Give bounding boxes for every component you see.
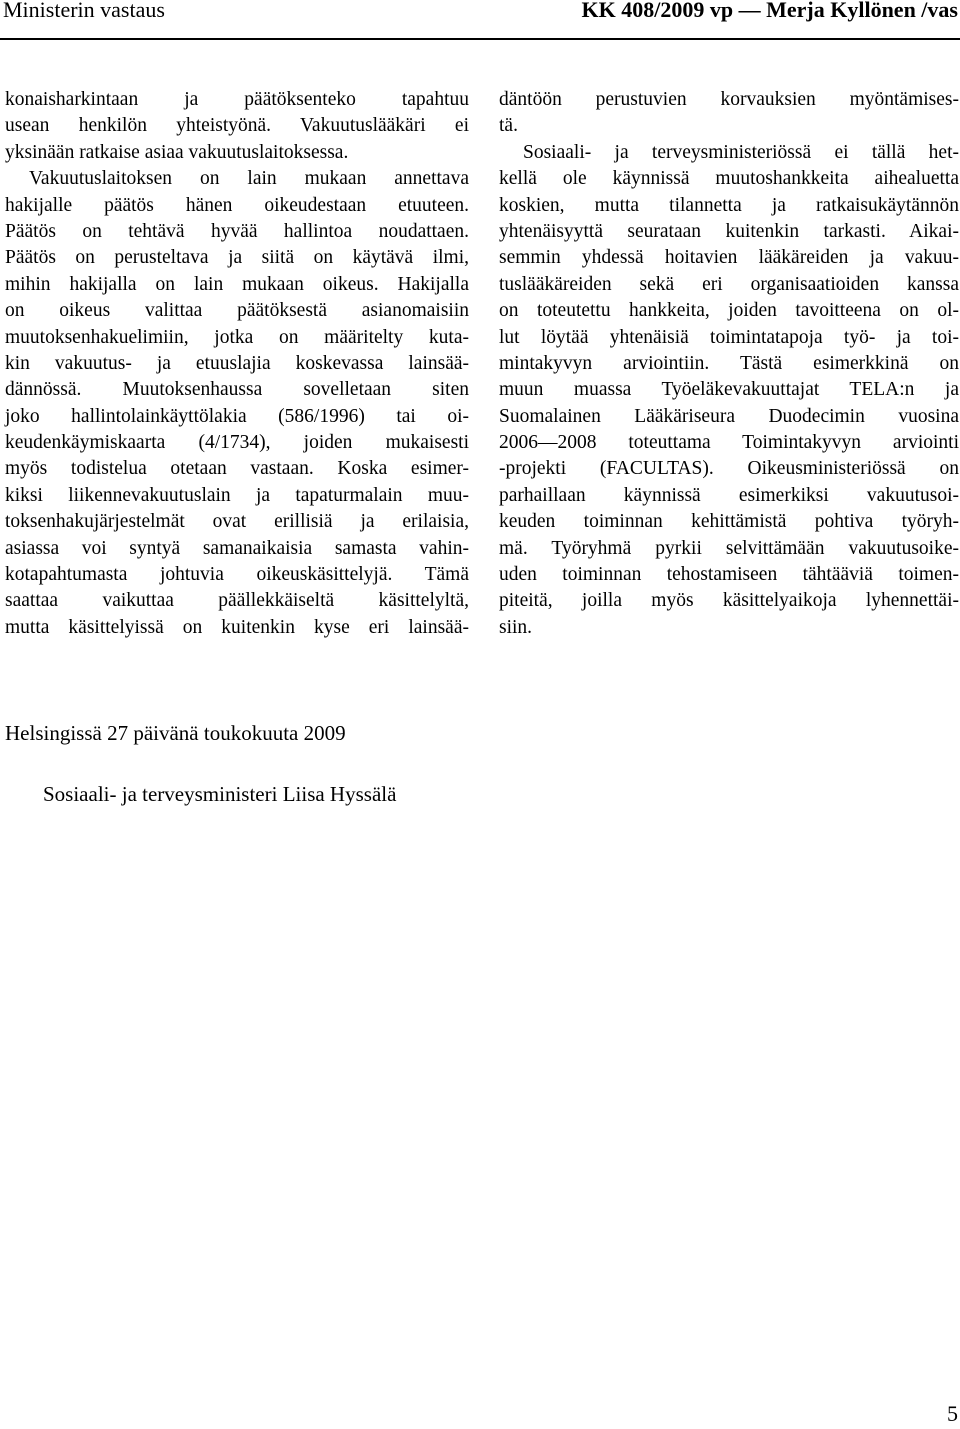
text-line: saattaa vaikuttaa päällekkäiseltä käsittelyltä, <box>5 590 469 612</box>
header-section-title: Ministerin vastaus <box>3 0 165 22</box>
text-line: myös todistelua otetaan vastaan. Koska esimer- <box>5 458 469 480</box>
text-line: koskien, mutta tilannetta ja ratkaisukäytännön <box>499 194 959 216</box>
text-line: kellä ole käynnissä muutoshankkeita aihealuetta <box>499 168 959 190</box>
text-line: kotapahtumasta johtuvia oikeuskäsittelyjä. Tämä <box>5 564 469 586</box>
text-line: yksinään ratkaise asiaa vakuutuslaitoksessa. <box>5 141 349 163</box>
text-line: keudenkäymiskaarta (4/1734), joiden mukaisesti <box>5 432 469 454</box>
text-line: muun muassa Työeläkevakuuttajat TELA:n ja <box>499 379 959 401</box>
text-line: mintakyvyn arviointiin. Tästä esimerkkinä on <box>499 352 959 374</box>
text-line: semmin yhdessä hoitavien lääkäreiden ja vakuu- <box>499 247 959 269</box>
page-number: 5 <box>947 1401 958 1426</box>
signoff-place-date: Helsingissä 27 päivänä toukokuuta 2009 <box>5 721 346 745</box>
text-line: mä. Työryhmä pyrkii selvittämään vakuutusoike- <box>499 537 959 559</box>
text-line: kiksi liikennevakuutuslain ja tapaturmalain muu- <box>5 484 469 506</box>
text-line: muutoksenhakuelimiin, jotka on määritelty kuta- <box>5 326 469 348</box>
text-line: Vakuutuslaitoksen on lain mukaan annettava <box>29 168 469 190</box>
text-line: Päätös on perusteltava ja siitä on käytävä ilmi, <box>5 247 469 269</box>
text-line: uden toiminnan tehostamiseen tähtääviä toimen- <box>499 564 959 586</box>
text-line: lut löytää yhtenäisiä toimintatapoja työ- ja toi- <box>499 326 959 348</box>
minister-signature: Sosiaali- ja terveysministeri Liisa Hyssälä <box>43 782 397 806</box>
text-line: usean henkilön yhteistyönä. Vakuutuslääkäri ei <box>5 115 469 137</box>
text-line: mihin hakijalla on lain mukaan oikeus. Hakijalla <box>5 273 469 295</box>
text-line: asiassa voi syntyä samanaikaisia samasta vahin- <box>5 537 469 559</box>
text-line: keuden toiminnan kehittämistä pohtiva työryh- <box>499 511 959 533</box>
text-line: yhtenäisyyttä seurataan kuitenkin tarkasti. Aikai- <box>499 220 959 242</box>
text-line: kin vakuutus- ja etuuslajia koskevassa lainsää- <box>5 352 469 374</box>
left-text-column <box>5 87 469 641</box>
text-line: däntöön perustuvien korvauksien myöntämises- <box>499 89 959 110</box>
right-text-column <box>499 87 959 641</box>
text-line: on toteutettu hankkeita, joiden tavoitteena on ol- <box>499 300 959 322</box>
text-line: -projekti (FACULTAS). Oikeusministeriössä on <box>499 458 959 480</box>
header-rule <box>0 38 960 40</box>
text-line: piteitä, joilla myös käsittelyaikoja lyhennettäi- <box>499 590 959 612</box>
text-line: on oikeus valittaa päätöksestä asianomaisiin <box>5 300 469 322</box>
text-line: Sosiaali- ja terveysministeriössä ei tällä het- <box>523 141 959 163</box>
text-line: parhaillaan käynnissä esimerkiksi vakuutusoi- <box>499 484 959 506</box>
text-line: hakijalle päätös hänen oikeudestaan etuuteen. <box>5 194 469 216</box>
text-line: tuslääkäreiden sekä eri organisaatioiden kanssa <box>499 273 959 295</box>
text-line: tä. <box>499 115 518 137</box>
text-line: Suomalainen Lääkäriseura Duodecimin vuosina <box>499 405 959 427</box>
text-line: Päätös on tehtävä hyvää hallintoa noudattaen. <box>5 220 469 242</box>
text-line: siin. <box>499 616 533 638</box>
text-line: konaisharkintaan ja päätöksenteko tapahtuu <box>5 89 469 110</box>
text-line: joko hallintolainkäyttölakia (586/1996) tai oi- <box>5 405 469 427</box>
text-line: dännössä. Muutoksenhaussa sovelletaan siten <box>5 379 469 401</box>
text-line: 2006—2008 toteuttama Toimintakyvyn arviointi <box>499 432 959 454</box>
header-document-reference: KK 408/2009 vp — Merja Kyllönen /vas <box>581 0 958 22</box>
text-line: toksenhakujärjestelmät ovat erillisiä ja erilaisia, <box>5 511 469 533</box>
text-line: mutta käsittelyissä on kuitenkin kyse eri lainsää- <box>5 616 469 638</box>
